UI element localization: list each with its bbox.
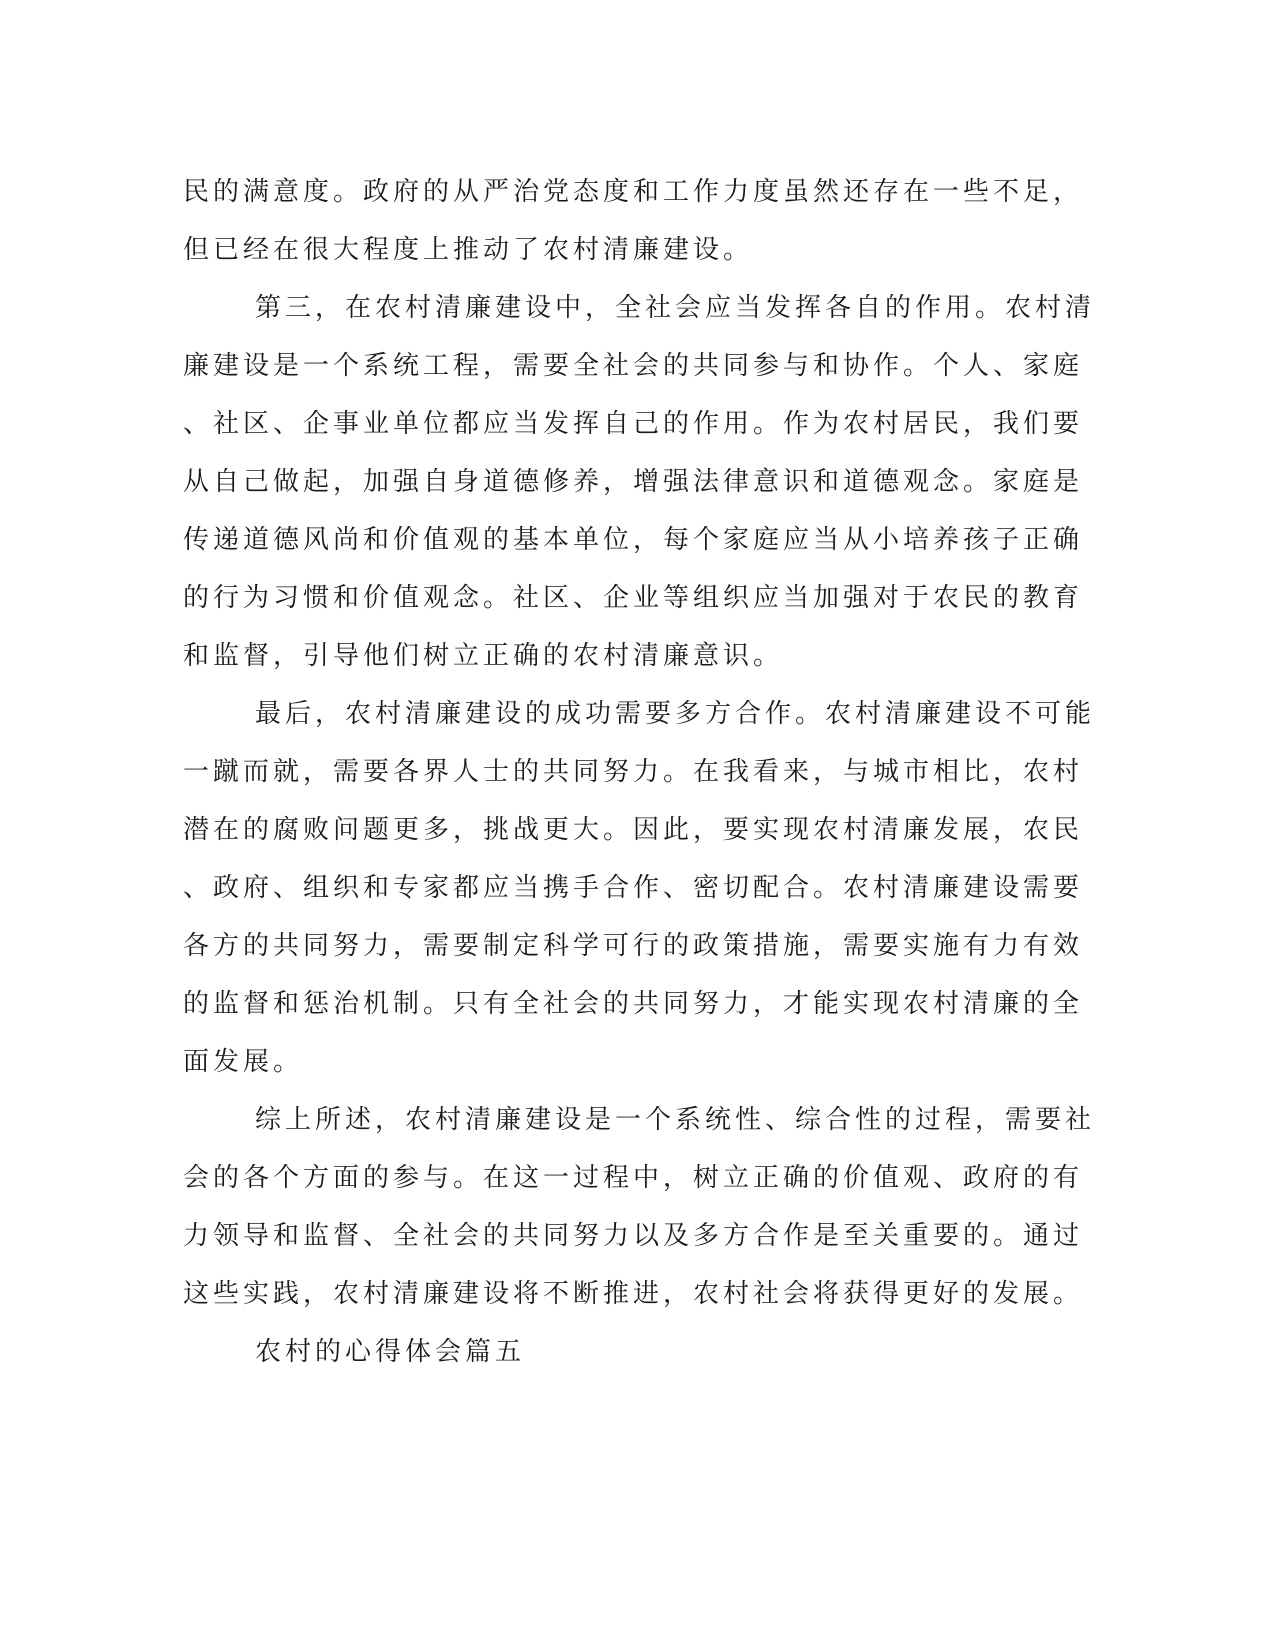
text-line: 和监督，引导他们树立正确的农村清廉意识。 <box>183 641 784 671</box>
text-line: 民的满意度。政府的从严治党态度和工作力度虽然还存在一些不足， <box>183 177 1084 207</box>
text-line: 但已经在很大程度上推动了农村清廉建设。 <box>183 235 754 265</box>
document-body <box>183 163 1096 1381</box>
text-line: 潜在的腐败问题更多，挑战更大。因此，要实现农村清廉发展，农民 <box>183 815 1084 845</box>
text-line: 廉建设是一个系统工程，需要全社会的共同参与和协作。个人、家庭 <box>183 351 1084 381</box>
paragraph-start-line: 综上所述，农村清廉建设是一个系统性、综合性的过程，需要社 <box>255 1105 1096 1135</box>
text-line: 、社区、企事业单位都应当发挥自己的作用。作为农村居民，我们要 <box>183 409 1084 439</box>
text-line: 这些实践，农村清廉建设将不断推进，农村社会将获得更好的发展。 <box>183 1279 1084 1309</box>
text-line: 会的各个方面的参与。在这一过程中，树立正确的价值观、政府的有 <box>183 1163 1084 1193</box>
text-line: 、政府、组织和专家都应当携手合作、密切配合。农村清廉建设需要 <box>183 873 1084 903</box>
text-line: 传递道德风尚和价值观的基本单位，每个家庭应当从小培养孩子正确 <box>183 525 1084 555</box>
text-line: 面发展。 <box>183 1047 304 1077</box>
section-heading: 农村的心得体会篇五 <box>255 1337 526 1367</box>
text-line: 各方的共同努力，需要制定科学可行的政策措施，需要实施有力有效 <box>183 931 1084 961</box>
text-line: 的监督和惩治机制。只有全社会的共同努力，才能实现农村清廉的全 <box>183 989 1084 1019</box>
text-line: 从自己做起，加强自身道德修养，增强法律意识和道德观念。家庭是 <box>183 467 1084 497</box>
text-line: 的行为习惯和价值观念。社区、企业等组织应当加强对于农民的教育 <box>183 583 1084 613</box>
text-line: 一蹴而就，需要各界人士的共同努力。在我看来，与城市相比，农村 <box>183 757 1084 787</box>
paragraph-start-line: 最后，农村清廉建设的成功需要多方合作。农村清廉建设不可能 <box>255 699 1096 729</box>
paragraph-start-line: 第三，在农村清廉建设中，全社会应当发挥各自的作用。农村清 <box>255 293 1096 323</box>
text-line: 力领导和监督、全社会的共同努力以及多方合作是至关重要的。通过 <box>183 1221 1084 1251</box>
